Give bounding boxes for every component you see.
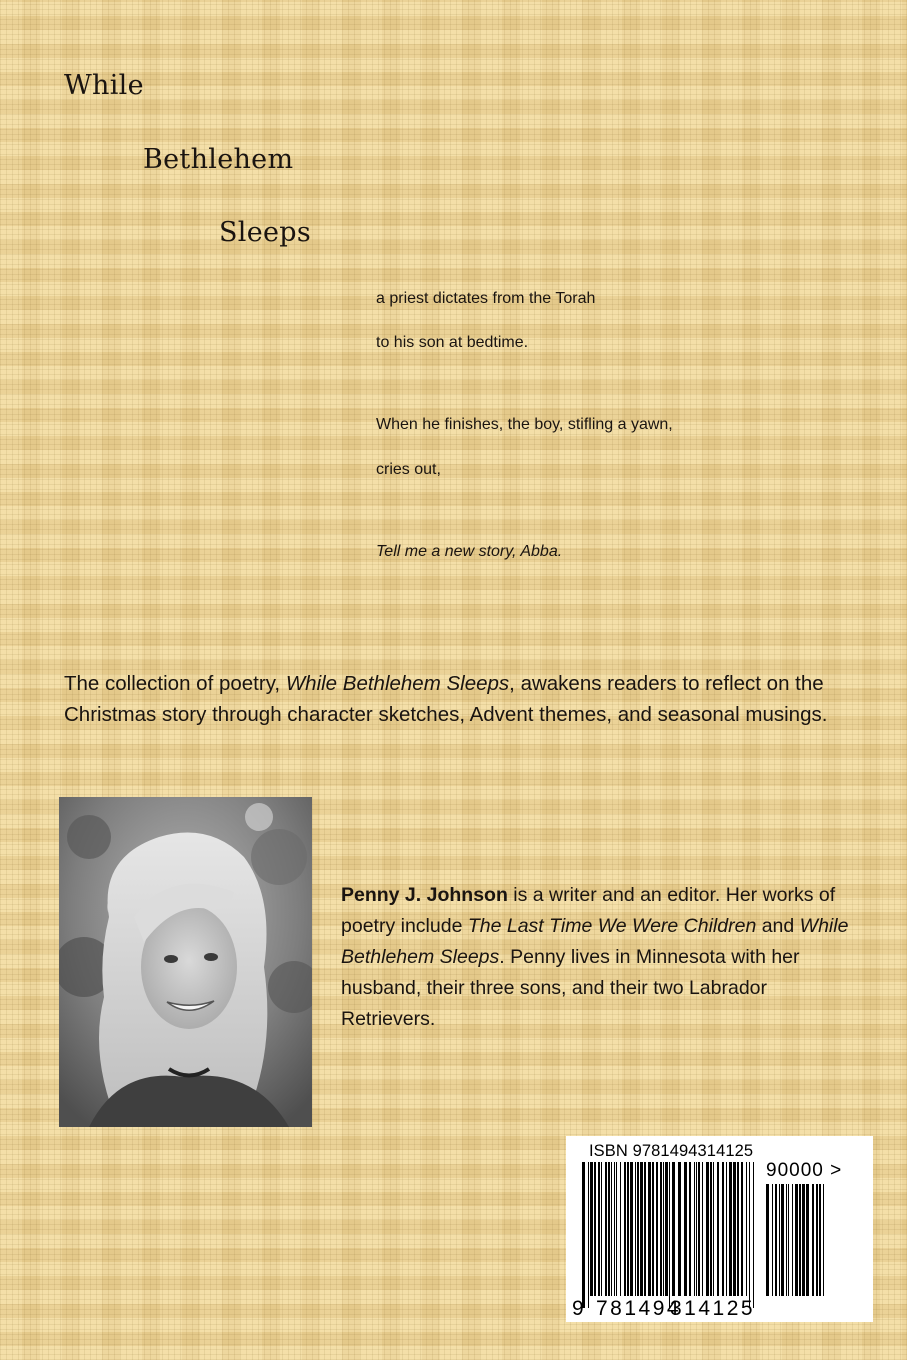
barcode-bar [799,1184,801,1296]
barcode-bar [689,1162,691,1296]
barcode-bar [616,1162,617,1296]
poem-line-2: to his son at bedtime. [376,334,529,351]
barcode-bar [620,1162,621,1296]
poem-line-1: a priest dictates from the Torah [376,290,596,307]
barcode-bar [766,1184,769,1296]
barcode-bar [749,1162,750,1308]
barcode-bar [786,1184,787,1296]
barcode-bar [678,1162,681,1296]
book-blurb [64,668,854,730]
barcode-bar [630,1162,633,1296]
barcode-bar [694,1162,695,1296]
barcode-bar [588,1162,589,1308]
author-bio [341,880,851,1035]
isbn-label: ISBN 9781494314125 [589,1142,754,1160]
title-line-bethlehem: Bethlehem [143,144,294,175]
barcode-bar [601,1162,602,1296]
barcode-bar [737,1162,739,1296]
barcode-bar [644,1162,646,1296]
poem-line-4: cries out, [376,461,441,478]
barcode-bar [698,1162,700,1296]
barcode-bar [640,1162,643,1296]
barcode-digit-first: 9 [572,1297,587,1320]
poem-line-5: Tell me a new story, Abba. [376,543,563,560]
bio-text-2: and [756,915,800,937]
barcode-bar [795,1184,798,1296]
barcode-bar [746,1162,747,1296]
barcode-bar [792,1184,793,1296]
barcode-bar [696,1162,697,1296]
barcode-bar [819,1184,821,1296]
barcode-digits-right: 314125 [670,1297,756,1320]
barcode-bar [635,1162,636,1296]
blurb-text-after: , awakens readers to reflect on the Christmas story through character sketches, Advent themes, and seasonal musings. [64,672,828,726]
poem-line-3: When he finishes, the boy, stifling a yawn, [376,416,673,433]
author-photo [59,797,312,1127]
isbn-barcode [566,1136,873,1322]
barcode-bar [582,1162,585,1308]
barcode-bar [605,1162,607,1296]
barcode-bar [741,1162,743,1296]
barcode-bar [608,1162,610,1296]
bio-text-3: . Penny lives in Minnesota with her husband, their three sons, and their two Labrador Retrievers. [341,946,800,1030]
blurb-book-title: While Bethlehem Sleeps [285,672,510,695]
author-portrait-icon [59,797,312,1127]
barcode-bar [672,1162,675,1296]
barcode-bar [775,1184,777,1296]
bio-text-1: is a writer and an editor. Her works of poetry include [341,884,836,937]
barcode-bar [772,1184,773,1296]
barcode-bar [823,1184,824,1296]
bio-book-1: The Last Time We Were Children [467,915,757,937]
barcode-bar [663,1162,664,1296]
barcode-bar [729,1162,732,1296]
title-line-while: While [64,70,144,101]
addon-barcode-bars-icon [766,1184,828,1308]
barcode-bar [660,1162,662,1296]
blurb-text-before: The collection of poetry, [64,672,286,695]
barcode-bar [624,1162,626,1296]
barcode-bar [781,1184,784,1296]
barcode-bar [816,1184,818,1296]
bio-book-2: While Bethlehem Sleeps [341,915,849,968]
barcode-bar [726,1162,727,1296]
barcode-bar [627,1162,629,1296]
barcode-bar [611,1162,612,1296]
barcode-bar [652,1162,654,1296]
barcode-bar [706,1162,709,1296]
barcode-bar [717,1162,719,1296]
barcode-bar [806,1184,809,1296]
barcode-bar [702,1162,703,1296]
barcode-bar [684,1162,687,1296]
barcode-bar [594,1162,596,1296]
barcode-bar [812,1184,814,1296]
barcode-bar [788,1184,789,1296]
barcode-bar [753,1162,754,1308]
barcode-bar [614,1162,615,1296]
barcode-bar [779,1184,780,1296]
barcode-bar [669,1162,670,1308]
barcode-bar [637,1162,639,1296]
author-name: Penny J. Johnson [341,884,508,906]
barcode-bars-icon [582,1162,754,1308]
barcode-bar [713,1162,714,1296]
barcode-digits-left: 781494 [596,1297,682,1320]
barcode-bar [665,1162,668,1296]
barcode-bar [722,1162,724,1296]
barcode-bar [733,1162,736,1296]
title-line-sleeps: Sleeps [219,217,312,248]
barcode-bar [802,1184,805,1296]
barcode-bar [710,1162,712,1296]
barcode-bar [598,1162,600,1296]
barcode-bar [590,1162,593,1296]
barcode-bar [648,1162,651,1296]
price-addon-text: 90000 > [766,1160,843,1181]
barcode-bar [656,1162,658,1296]
